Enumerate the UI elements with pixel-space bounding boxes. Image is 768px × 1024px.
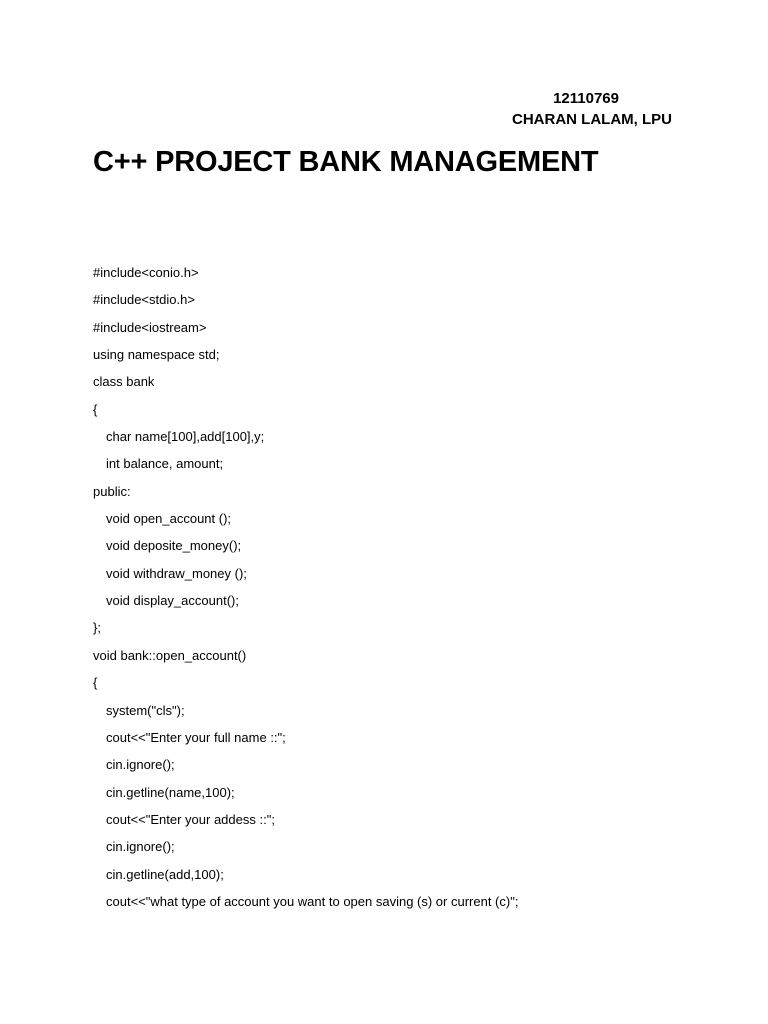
code-line: cout<<"Enter your addess ::"; <box>106 811 275 827</box>
code-line: system("cls"); <box>106 702 185 718</box>
code-line: void display_account(); <box>106 593 239 609</box>
student-name: CHARAN LALAM, LPU <box>512 111 672 128</box>
code-line: cin.ignore(); <box>106 757 175 773</box>
student-id: 12110769 <box>553 90 619 107</box>
code-line: char name[100],add[100],y; <box>106 429 265 445</box>
code-line: #include<conio.h> <box>93 265 199 280</box>
code-line: void open_account (); <box>106 511 232 527</box>
code-line: int balance, amount; <box>106 456 224 472</box>
code-listing <box>93 264 518 920</box>
code-line: #include<stdio.h> <box>93 292 195 308</box>
code-line: cin.ignore(); <box>106 839 175 855</box>
code-line: cin.getline(name,100); <box>106 784 235 800</box>
code-line: #include<iostream> <box>93 319 207 335</box>
author-block <box>452 89 672 131</box>
code-line: void bank::open_account() <box>93 647 247 663</box>
code-line: { <box>93 401 98 417</box>
code-line: void deposite_money(); <box>106 538 242 554</box>
document-title: C++ PROJECT BANK MANAGEMENT <box>93 146 599 178</box>
code-line: class bank <box>93 374 155 390</box>
code-line: cout<<"Enter your full name ::"; <box>106 729 286 745</box>
code-line: }; <box>93 620 101 636</box>
code-line: { <box>93 675 98 691</box>
code-line: cout<<"what type of account you want to open saving (s) or current (c)"; <box>106 893 519 909</box>
code-line: public: <box>93 483 131 499</box>
code-line: cin.getline(add,100); <box>106 866 224 882</box>
code-line: void withdraw_money (); <box>106 565 247 581</box>
code-line: using namespace std; <box>93 347 220 363</box>
